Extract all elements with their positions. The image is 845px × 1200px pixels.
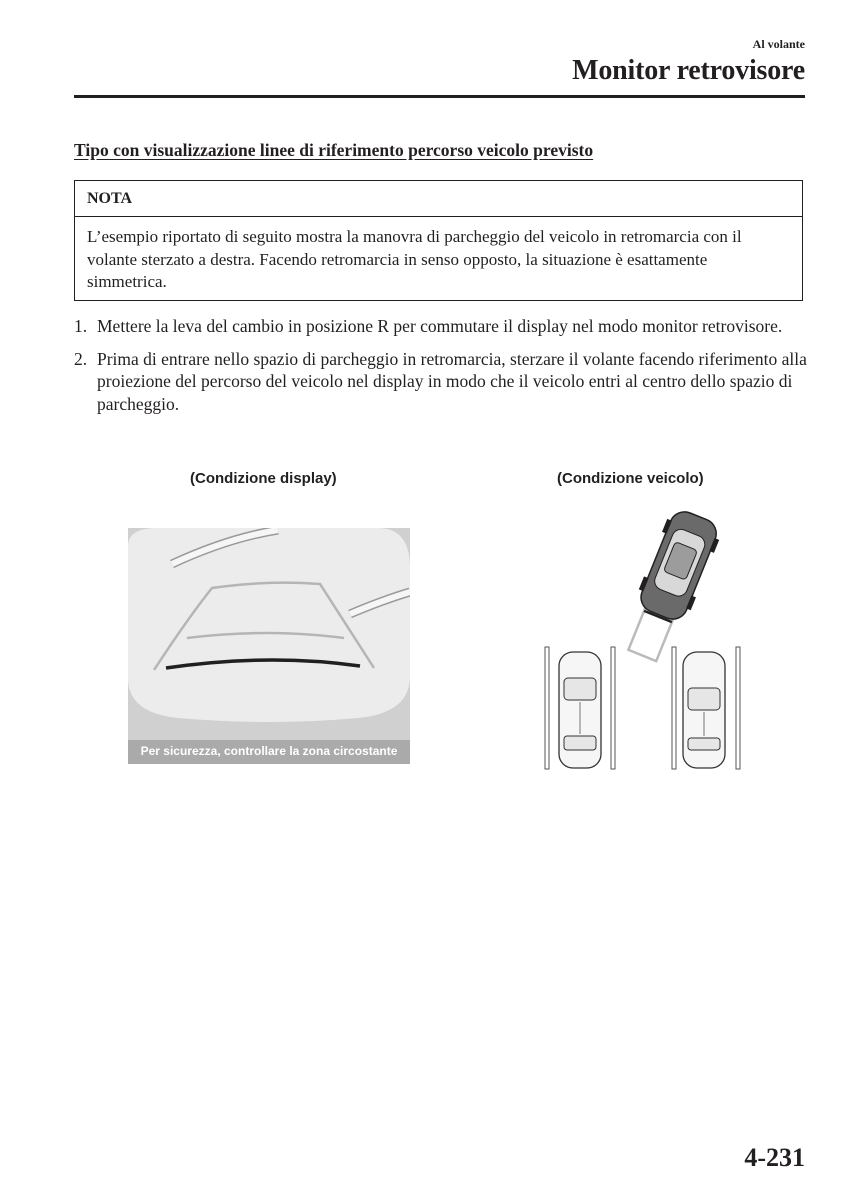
vehicle-position-illustration: [540, 500, 750, 775]
vehicle-caption: (Condizione veicolo): [557, 470, 704, 487]
parked-car-right: [683, 652, 725, 768]
step-text: Prima di entrare nello spazio di parcheggio in retromarcia, sterzare il volante facendo riferimento alla proiezione del percorso del veicolo nel display in modo che il veicolo entri al centro dello spazio di parcheggio.: [97, 348, 807, 414]
list-item: [74, 348, 814, 416]
stall-line: [672, 647, 676, 769]
stall-line: [545, 647, 549, 769]
parked-car-left: [559, 652, 601, 768]
step-text: Mettere la leva del cambio in posizione R per commutare il display nel modo monitor retrovisore.: [97, 316, 783, 336]
chapter-label: Al volante: [752, 37, 805, 51]
note-label: NOTA: [75, 181, 802, 217]
step-number: 2.: [74, 348, 88, 369]
screen-warning: Per sicurezza, controllare la zona circostante: [140, 744, 398, 758]
page-title: Monitor retrovisore: [572, 55, 805, 86]
camera-view: [128, 528, 410, 722]
header-rule: [74, 95, 805, 98]
note-text: L’esempio riportato di seguito mostra la manovra di parcheggio del veicolo in retromarcia con il volante sterzato a destra. Facendo retromarcia in senso opposto, la situazione è esattamente simmetrica.: [87, 227, 742, 291]
rear-monitor-illustration: [128, 528, 410, 764]
step-number: 1.: [74, 316, 88, 336]
stall-line: [611, 647, 615, 769]
stall-line: [736, 647, 740, 769]
reversing-car: [616, 506, 724, 666]
steps-list: [74, 315, 814, 425]
section-heading: Tipo con visualizzazione linee di riferimento percorso veicolo previsto: [74, 140, 594, 160]
list-item: [74, 315, 814, 338]
page-number: 4-231: [744, 1143, 805, 1172]
display-caption: (Condizione display): [190, 470, 337, 487]
note-box: [74, 180, 803, 301]
